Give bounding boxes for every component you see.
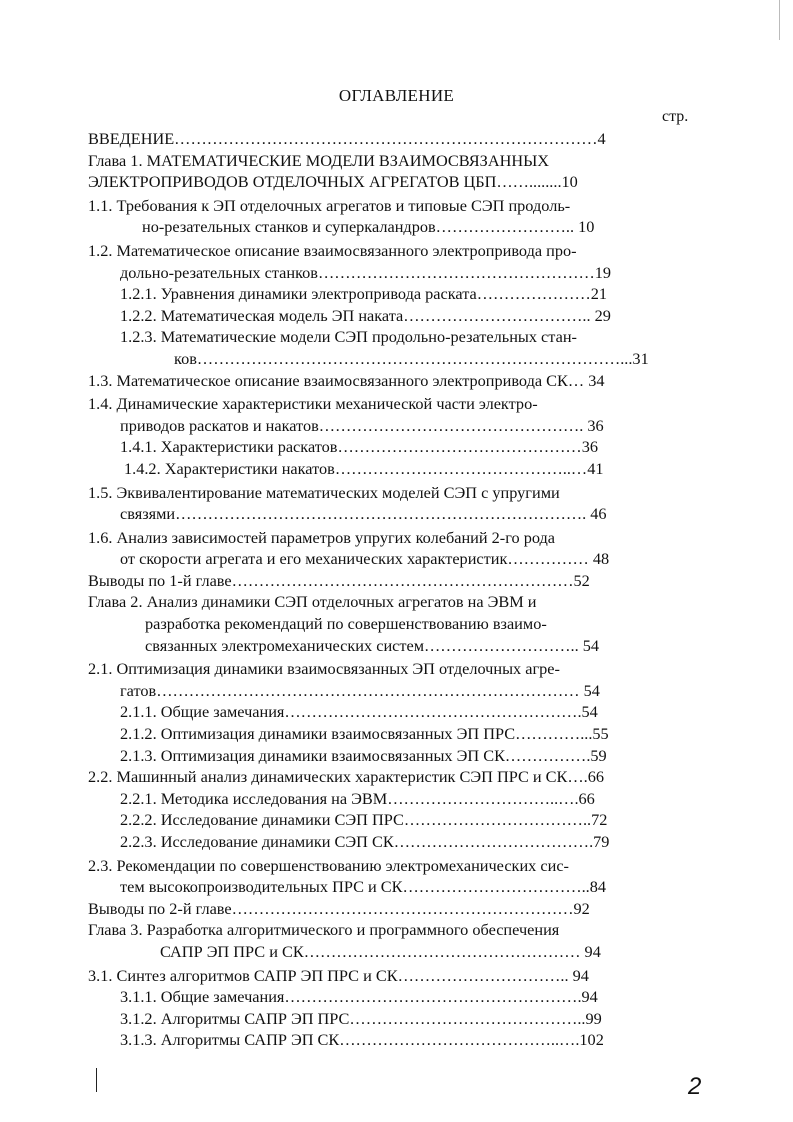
toc-entry: связями…………………………………………………………………. 46 bbox=[120, 504, 607, 524]
page-title: ОГЛАВЛЕНИЕ bbox=[338, 86, 455, 105]
toc-entry: 1.2.1. Уравнения динамики электропривода раската…………………21 bbox=[120, 284, 608, 304]
toc-entry: САПР ЭП ПРС и СК…………………………………………… 94 bbox=[160, 941, 601, 961]
toc-entry: 1.1. Требования к ЭП отделочных агрегатов и типовые СЭП продоль- bbox=[88, 195, 571, 215]
toc-entry: 1.2.3. Математические модели СЭП продольно-резательных стан- bbox=[120, 327, 577, 347]
toc-entry: тем высокопроизводительных ПРС и СК……………………………..84 bbox=[120, 877, 607, 897]
toc-entry: Глава 1. МАТЕМАТИЧЕСКИЕ МОДЕЛИ ВЗАИМОСВЯЗАННЫХ bbox=[88, 150, 550, 170]
toc-entry: но-резательных станков и суперкаландров…………………….. 10 bbox=[142, 217, 595, 237]
toc-entry: 1.4. Динамические характеристики механической части электро- bbox=[88, 394, 538, 414]
toc-entry: Выводы по 2-й главе………………………………………………………92 bbox=[88, 898, 590, 918]
toc-entry: от скорости агрегата и его механических характеристик…………… 48 bbox=[120, 549, 610, 569]
toc-entry: 1.4.2. Характеристики накатов……………………………………..…41 bbox=[124, 458, 604, 478]
toc-entry: Глава 2. Анализ динамики СЭП отделочных агрегатов на ЭВМ и bbox=[88, 592, 537, 612]
toc-entry: дольно-резательных станков……………………………………………19 bbox=[120, 262, 612, 282]
toc-entry: 2.1.3. Оптимизация динамики взаимосвязанных ЭП СК…………….59 bbox=[120, 745, 607, 765]
toc-entry: 2.3. Рекомендации по совершенствованию электромеханических сис- bbox=[88, 855, 569, 875]
toc-entry: 2.1.1. Общие замечания……………………………………………….54 bbox=[120, 702, 598, 722]
toc-entry: 1.2. Математическое описание взаимосвязанного электропривода про- bbox=[88, 240, 577, 260]
toc-entry: ВВЕДЕНИЕ……………………………………………………………………4 bbox=[88, 129, 606, 148]
toc-entry: гатов…………………………………………………………………… 54 bbox=[120, 680, 600, 700]
toc-entry: 2.1.2. Оптимизация динамики взаимосвязанных ЭП ПРС…………...55 bbox=[120, 724, 609, 744]
toc-entry: 2.2.2. Исследование динамики СЭП ПРС……………………………..72 bbox=[120, 810, 608, 830]
table-of-contents bbox=[88, 128, 692, 1051]
toc-entry: приводов раскатов и накатов…………………………………………. 36 bbox=[120, 415, 604, 435]
toc-entry: ЭЛЕКТРОПРИВОДОВ ОТДЕЛОЧНЫХ АГРЕГАТОВ ЦБП……........10 bbox=[88, 172, 578, 192]
toc-entry: 1.5. Эквивалентирование математических моделей СЭП с упругими bbox=[88, 482, 560, 502]
toc-entry: Глава 3. Разработка алгоритмического и программного обеспечения bbox=[88, 920, 560, 940]
toc-entry: 3.1.2. Алгоритмы САПР ЭП ПРС……………………………………..99 bbox=[120, 1008, 602, 1028]
toc-entry: связанных электромеханических систем……………………….. 54 bbox=[145, 635, 600, 655]
scan-edge-mark bbox=[779, 0, 780, 40]
margin-mark bbox=[96, 1068, 97, 1092]
toc-entry: 3.1. Синтез алгоритмов САПР ЭП ПРС и СК………………………….. 94 bbox=[88, 965, 589, 985]
page-column-label: стр. bbox=[662, 108, 689, 125]
toc-entry: 2.2.1. Методика исследования на ЭВМ…………………………..….66 bbox=[120, 788, 595, 808]
page-number: 2 bbox=[688, 1073, 702, 1100]
toc-entry: 1.4.1. Характеристики раскатов………………………………………36 bbox=[120, 437, 598, 457]
toc-entry: 1.2.2. Математическая модель ЭП наката…………………………….. 29 bbox=[120, 305, 611, 325]
toc-entry: 2.2.3. Исследование динамики СЭП СК……………………………….79 bbox=[120, 832, 610, 851]
toc-entry: 1.3. Математическое описание взаимосвязанного электропривода СК… 34 bbox=[88, 370, 605, 390]
toc-entry: 1.6. Анализ зависимостей параметров упругих колебаний 2-го рода bbox=[88, 527, 556, 547]
toc-entry: 2.1. Оптимизация динамики взаимосвязанных ЭП отделочных агре- bbox=[88, 659, 560, 679]
toc-entry: 3.1.1. Общие замечания……………………………………………….94 bbox=[120, 987, 598, 1007]
toc-entry: разработка рекомендаций по совершенствованию взаимо- bbox=[145, 614, 547, 634]
toc-entry: 3.1.3. Алгоритмы САПР ЭП СК…………………………………..….102 bbox=[120, 1030, 604, 1050]
toc-entry: ков……………………………………………………………………...31 bbox=[174, 348, 649, 368]
toc-entry: Выводы по 1-й главе………………………………………………………52 bbox=[88, 570, 590, 590]
toc-entry: 2.2. Машинный анализ динамических характеристик СЭП ПРС и СК….66 bbox=[88, 767, 605, 787]
